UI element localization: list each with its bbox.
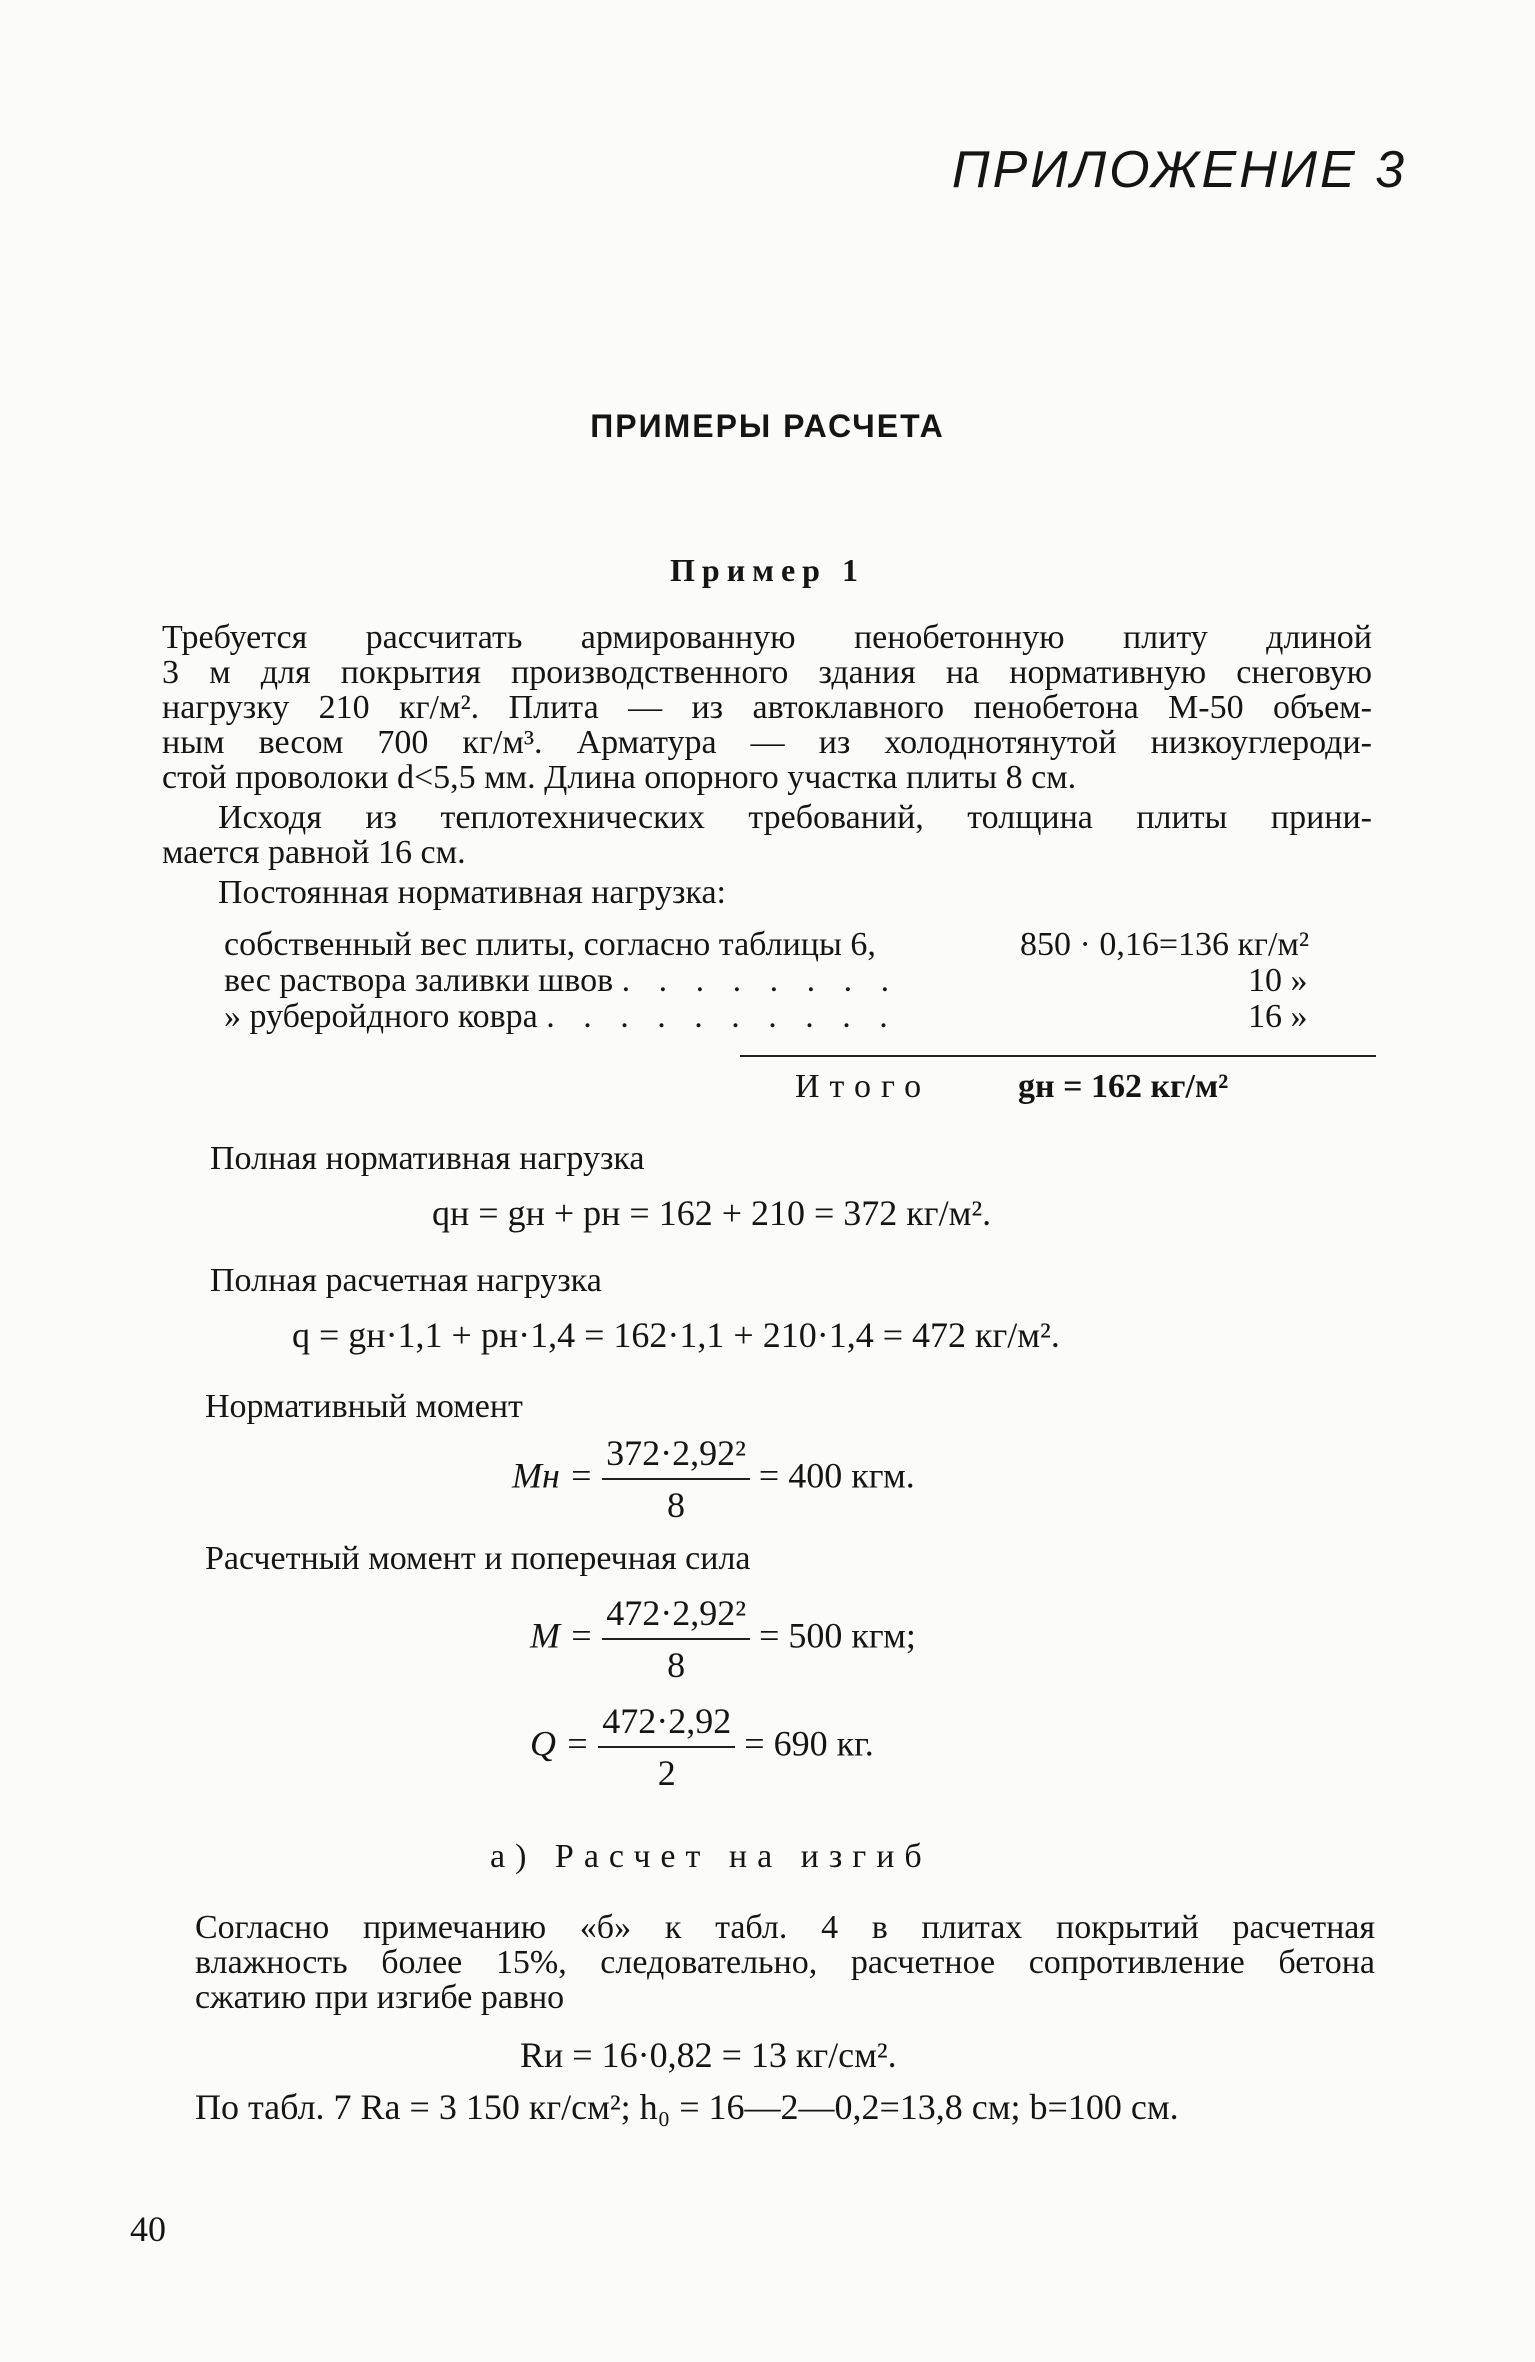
leader-dots: . . . . . . . .	[621, 962, 900, 999]
load-value: 16 »	[1248, 998, 1308, 1035]
formula-rhs: = 500 кгм;	[759, 1615, 916, 1656]
text-line: нагрузку 210 кг/м². Плита — из автоклавного пенобетона М-50 объем-	[162, 689, 1372, 726]
formula-lhs: Mн =	[512, 1455, 594, 1496]
page-number: 40	[130, 2209, 166, 2249]
load-row	[224, 926, 1374, 964]
design-moment-formula	[530, 1592, 916, 1686]
shear-force-formula	[530, 1700, 874, 1794]
thickness-paragraph	[162, 800, 1372, 870]
example-title: Пример 1	[670, 552, 865, 588]
section-title: ПРИМЕРЫ РАСЧЕТА	[590, 408, 945, 444]
formula-lhs: M =	[530, 1615, 594, 1656]
full-normative-formula: qн = gн + pн = 162 + 210 = 372 кг/м².	[432, 1193, 992, 1233]
denominator: 2	[657, 1753, 676, 1793]
table7-line: По табл. 7 Ra = 3 150 кг/см²; h₀ = 16—2—0,2=13,8 см; b=100 см.	[195, 2087, 1179, 2127]
load-label: » руберойдного ковра	[224, 998, 538, 1035]
text-line: влажность более 15%, следовательно, расчетное сопротивление бетона	[195, 1944, 1375, 1981]
numerator: 472·2,92	[598, 1700, 735, 1748]
full-design-heading: Полная расчетная нагрузка	[210, 1262, 602, 1299]
text-line: сжатию при изгибе равно	[195, 1979, 565, 2016]
bending-heading: а) Расчет на изгиб	[490, 1838, 932, 1875]
appendix-heading: ПРИЛОЖЕНИЕ 3	[951, 141, 1407, 199]
full-design-formula: q = gн·1,1 + pн·1,4 = 162·1,1 + 210·1,4 = 472 кг/м².	[292, 1315, 1060, 1355]
denominator: 8	[667, 1645, 686, 1685]
text-line: Исходя из теплотехнических требований, толщина плиты прини-	[218, 799, 1372, 836]
total-rule	[740, 1055, 1376, 1057]
total-label: Итого	[795, 1068, 932, 1105]
full-normative-heading: Полная нормативная нагрузка	[210, 1140, 645, 1177]
text-line: ным весом 700 кг/м³. Арматура — из холоднотянутой низкоуглероди-	[162, 724, 1372, 761]
design-moment-heading: Расчетный момент и поперечная сила	[205, 1540, 751, 1577]
permanent-load-heading: Постоянная нормативная нагрузка:	[218, 874, 726, 911]
text-line: Согласно примечанию «б» к табл. 4 в плитах покрытий расчетная	[195, 1909, 1375, 1946]
intro-paragraph	[162, 620, 1372, 795]
formula-rhs: = 400 кгм.	[758, 1455, 915, 1496]
fraction	[602, 1592, 750, 1686]
fraction	[598, 1700, 735, 1794]
leader-dots: . . . . . . . . . .	[546, 998, 898, 1035]
bending-paragraph	[195, 1910, 1375, 2015]
total-value: gн = 162 кг/м²	[1018, 1068, 1229, 1105]
fraction	[602, 1432, 750, 1526]
text-line: Требуется рассчитать армированную пенобетонную плиту длиной	[162, 619, 1372, 656]
numerator: 472·2,92²	[602, 1592, 750, 1640]
text-line: мается равной 16 см.	[162, 834, 466, 871]
numerator: 372·2,92²	[602, 1432, 750, 1480]
formula-rhs: = 690 кг.	[744, 1723, 874, 1764]
load-row	[224, 962, 1374, 1000]
normative-moment-heading: Нормативный момент	[205, 1388, 523, 1425]
load-value: 850 · 0,16=136 кг/м²	[1020, 926, 1310, 963]
normative-moment-formula	[512, 1432, 915, 1526]
load-row	[224, 998, 1374, 1036]
load-label: вес раствора заливки швов	[224, 962, 614, 999]
formula-lhs: Q =	[530, 1723, 590, 1764]
text-line: 3 м для покрытия производственного здания на нормативную снеговую	[162, 654, 1372, 691]
denominator: 8	[667, 1485, 686, 1525]
load-value: 10 »	[1248, 962, 1308, 999]
text-line: стой проволоки d<5,5 мм. Длина опорного участка плиты 8 см.	[162, 759, 1077, 796]
load-label: собственный вес плиты, согласно таблицы 6,	[224, 926, 876, 963]
rn-formula: Rи = 16·0,82 = 13 кг/см².	[520, 2035, 897, 2075]
